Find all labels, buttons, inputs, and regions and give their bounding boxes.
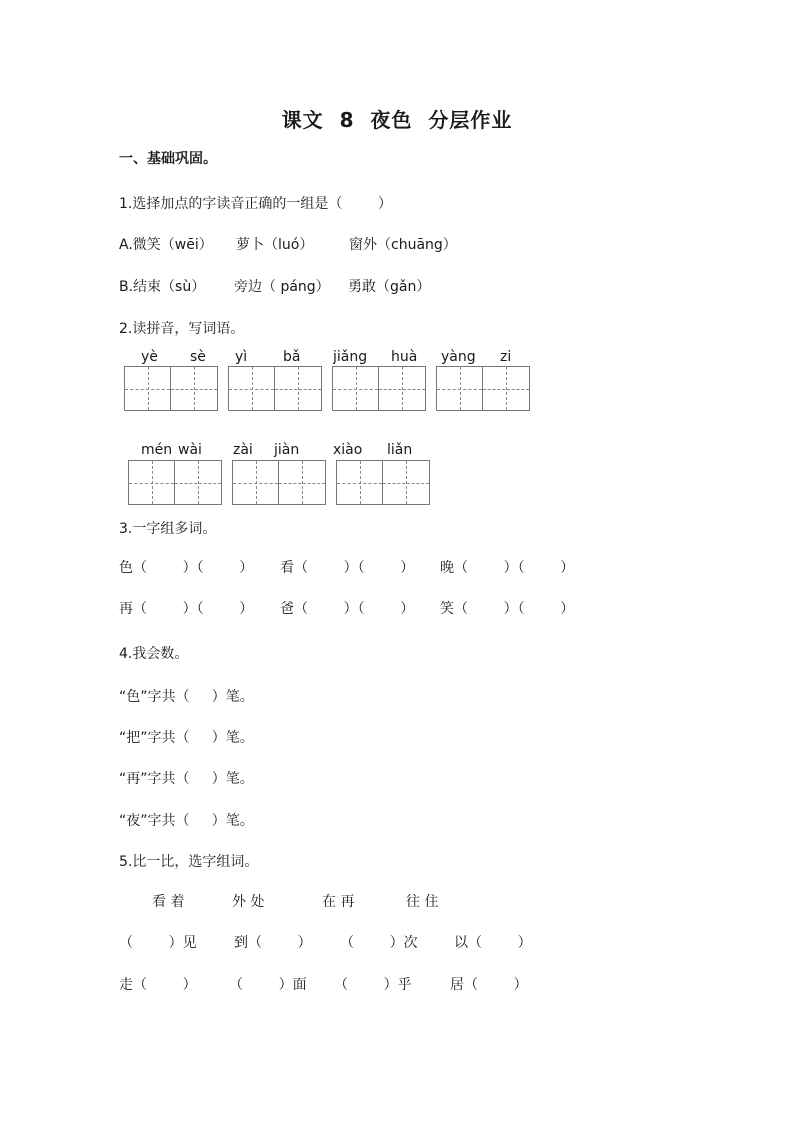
pinyin: wài <box>178 442 202 458</box>
word-blank[interactable]: （ ）乎 <box>334 977 412 993</box>
word-blank[interactable]: 再（ ）（ ） <box>119 601 254 617</box>
word-blank[interactable]: （ ）面 <box>229 977 307 993</box>
word-blank[interactable]: 居（ ） <box>450 977 528 993</box>
page-title: 课文 8 夜色 分层作业 <box>281 108 513 132</box>
option-a-2: 萝卜（luó） <box>236 237 314 253</box>
word-blank[interactable]: 到（ ） <box>234 935 312 951</box>
option-a-3: 窗外（chuāng） <box>349 237 457 253</box>
char-pair: 外 处 <box>232 894 265 910</box>
option-b-1: B.结束（sù） <box>119 279 206 295</box>
pinyin: liǎn <box>387 442 413 458</box>
pinyin: xiào <box>333 442 363 458</box>
pinyin: yè <box>141 349 158 365</box>
word-blank[interactable]: 笑（ ）（ ） <box>440 601 575 617</box>
pinyin: zi <box>500 349 512 365</box>
word-blank[interactable]: 晚（ ）（ ） <box>440 560 575 576</box>
pinyin: jiàn <box>274 442 300 458</box>
pinyin: jiǎng <box>333 349 368 365</box>
question-3: 3.一字组多词。 <box>119 521 217 537</box>
question-1: 1.选择加点的字读音正确的一组是（ ） <box>119 196 392 212</box>
pinyin: zài <box>233 442 253 458</box>
option-a-1: A.微笑（wēi） <box>119 237 213 253</box>
word-blank[interactable]: 走（ ） <box>119 977 197 993</box>
pinyin: bǎ <box>283 349 301 365</box>
writing-grid-yangzi[interactable] <box>436 366 530 411</box>
pinyin: yàng <box>441 349 476 365</box>
option-b-2: 旁边（ páng） <box>234 279 330 295</box>
char-pair: 看 着 <box>152 894 185 910</box>
word-blank[interactable]: （ ）见 <box>119 935 197 951</box>
pinyin: yì <box>235 349 248 365</box>
char-pair: 往 住 <box>406 894 439 910</box>
stroke-count-item[interactable]: “色”字共（ ）笔。 <box>119 689 254 705</box>
word-blank[interactable]: 爸（ ）（ ） <box>280 601 415 617</box>
writing-grid-yese[interactable] <box>124 366 218 411</box>
writing-grid-yiba[interactable] <box>228 366 322 411</box>
writing-grid-jianghua[interactable] <box>332 366 426 411</box>
pinyin: mén <box>141 442 173 458</box>
option-b-3: 勇敢（gǎn） <box>348 279 431 295</box>
word-blank[interactable]: 色（ ）（ ） <box>119 560 254 576</box>
section-heading-basic: 一、基础巩固。 <box>119 151 217 167</box>
stroke-count-item[interactable]: “夜”字共（ ）笔。 <box>119 813 254 829</box>
question-5: 5.比一比，选字组词。 <box>119 854 259 870</box>
stroke-count-item[interactable]: “再”字共（ ）笔。 <box>119 771 254 787</box>
pinyin: huà <box>391 349 418 365</box>
writing-grid-zaijian[interactable] <box>232 460 326 505</box>
word-blank[interactable]: （ ）次 <box>340 935 418 951</box>
writing-grid-menwai[interactable] <box>128 460 222 505</box>
question-2: 2.读拼音，写词语。 <box>119 321 245 337</box>
word-blank[interactable]: 以（ ） <box>454 935 532 951</box>
pinyin: sè <box>190 349 206 365</box>
char-pair: 在 再 <box>322 894 355 910</box>
stroke-count-item[interactable]: “把”字共（ ）笔。 <box>119 730 254 746</box>
question-4: 4.我会数。 <box>119 646 189 662</box>
word-blank[interactable]: 看（ ）（ ） <box>280 560 415 576</box>
writing-grid-xiaolian[interactable] <box>336 460 430 505</box>
